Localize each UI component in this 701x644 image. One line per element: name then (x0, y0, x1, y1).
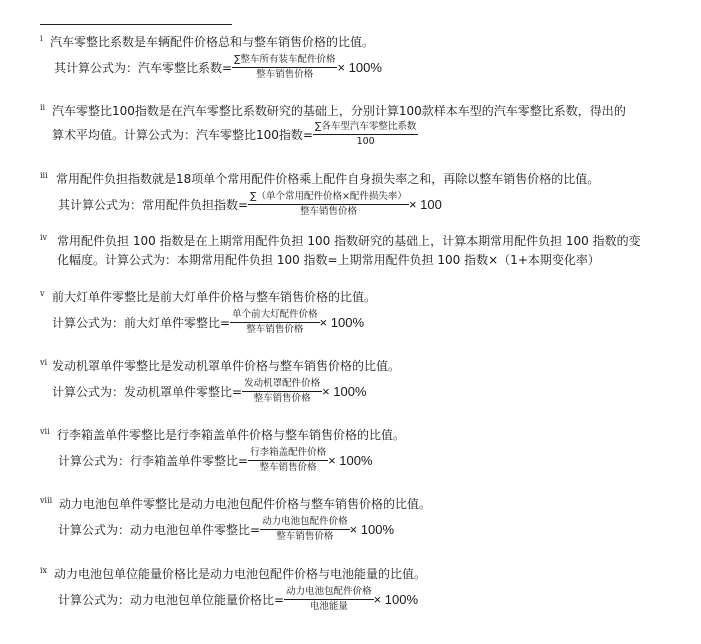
footnote-text: 发动机罩单件零整比是发动机罩单件价格与整车销售价格的比值。 (52, 359, 401, 373)
formula-label: 其计算公式为：常用配件负担指数= (58, 198, 249, 212)
denominator: 整车销售价格 (256, 69, 314, 80)
formula (58, 191, 680, 221)
footnote-marker: i (40, 34, 43, 43)
denominator: 整车销售价格 (299, 206, 357, 217)
formula-suffix: × 100% (322, 384, 367, 399)
footnote-2 (40, 103, 680, 151)
footnote-9 (40, 566, 680, 616)
formula-label: 计算公式为：前大灯单件零整比= (52, 316, 231, 330)
fraction (260, 516, 350, 543)
footnote-8 (40, 496, 680, 546)
fraction (284, 586, 374, 613)
numerator: 行李箱盖配件价格 (248, 447, 328, 461)
fraction (313, 121, 418, 148)
footnote-text-continued: 化幅度。计算公式为：本期常用配件负担 100 指数=上期常用配件负担 100 指数×（1+本期变化率） (57, 253, 600, 267)
numerator: 动力电池包配件价格 (284, 586, 374, 600)
footnote-6 (40, 358, 680, 408)
numerator: 发动机罩配件价格 (242, 378, 322, 392)
formula (58, 586, 680, 616)
numerator: 动力电池包配件价格 (260, 516, 350, 530)
footnote-text: 常用配件负担 100 指数是在上期常用配件负担 100 指数研究的基础上，计算本期常用配件负担 100 指数的变 (57, 234, 641, 248)
footnote-3 (40, 171, 680, 221)
formula-label: 计算公式为：动力电池包单件零整比= (58, 523, 261, 537)
footnote-4 (40, 233, 680, 268)
footnote-marker: iv (40, 233, 48, 242)
footnote-marker: viii (40, 496, 53, 505)
footnote-text: 汽车零整比100指数是在汽车零整比系数研究的基础上，分别计算100款样本车型的汽车零整比系数，得出的 (52, 104, 626, 118)
footnote-text: 行李箱盖单件零整比是行李箱盖单件价格与整车销售价格的比值。 (57, 428, 406, 442)
footnote-marker: ii (40, 103, 46, 112)
denominator: 整车销售价格 (246, 324, 304, 335)
footnote-marker: vi (40, 358, 48, 367)
formula (54, 54, 680, 84)
footnote-marker: v (40, 289, 45, 298)
formula-suffix: × 100% (328, 453, 373, 468)
formula (52, 309, 680, 339)
footnote-text: 常用配件负担指数就是18项单个常用配件价格乘上配件自身损失率之和，再除以整车销售价格的比值。 (56, 172, 600, 186)
formula-label: 其计算公式为：汽车零整比系数= (54, 61, 233, 75)
formula-label: 计算公式为：动力电池包单位能量价格比= (58, 593, 285, 607)
footnote-1 (40, 34, 680, 84)
footnote-text: 前大灯单件零整比是前大灯单件价格与整车销售价格的比值。 (52, 290, 377, 304)
fraction (248, 447, 328, 474)
denominator: 电池能量 (309, 601, 348, 612)
footnote-5 (40, 289, 680, 339)
footnote-marker: iii (40, 171, 48, 180)
formula (52, 378, 680, 408)
numerator: ∑各车型汽车零整比系数 (313, 121, 418, 135)
footnote-marker: ix (40, 566, 48, 575)
numerator: 单个前大灯配件价格 (230, 309, 320, 323)
formula-label: 计算公式为：发动机罩单件零整比= (52, 385, 243, 399)
footnote-marker: vii (40, 427, 50, 436)
formula-suffix: × 100% (337, 60, 382, 75)
denominator: 整车销售价格 (276, 531, 334, 542)
fraction (232, 54, 337, 81)
formula-suffix: × 100% (349, 522, 395, 537)
footnote-separator (40, 24, 232, 25)
fraction (230, 309, 320, 336)
footnote-text: 动力电池包单件零整比是动力电池包配件价格与整车销售价格的比值。 (59, 497, 432, 511)
formula (52, 121, 680, 151)
formula (58, 516, 680, 546)
formula-label: 算术平均值。计算公式为：汽车零整比100指数= (52, 128, 313, 142)
denominator: 整车销售价格 (253, 393, 311, 404)
formula-suffix: × 100% (373, 592, 419, 607)
fraction (242, 378, 322, 405)
footnote-text: 动力电池包单位能量价格比是动力电池包配件价格与电池能量的比值。 (54, 567, 427, 581)
formula-suffix: × 100% (319, 315, 365, 330)
numerator: ∑整车所有装车配件价格 (232, 54, 337, 68)
formula-suffix: × 100 (408, 197, 442, 212)
fraction (248, 191, 409, 218)
denominator: 整车销售价格 (259, 462, 317, 473)
denominator: 100 (356, 136, 375, 147)
footnote-7 (40, 427, 680, 477)
formula (58, 447, 680, 477)
formula-label: 计算公式为：行李箱盖单件零整比= (58, 454, 249, 468)
footnote-text: 汽车零整比系数是车辆配件价格总和与整车销售价格的比值。 (50, 35, 375, 49)
numerator: ∑（单个常用配件价格×配件损失率） (248, 191, 409, 205)
